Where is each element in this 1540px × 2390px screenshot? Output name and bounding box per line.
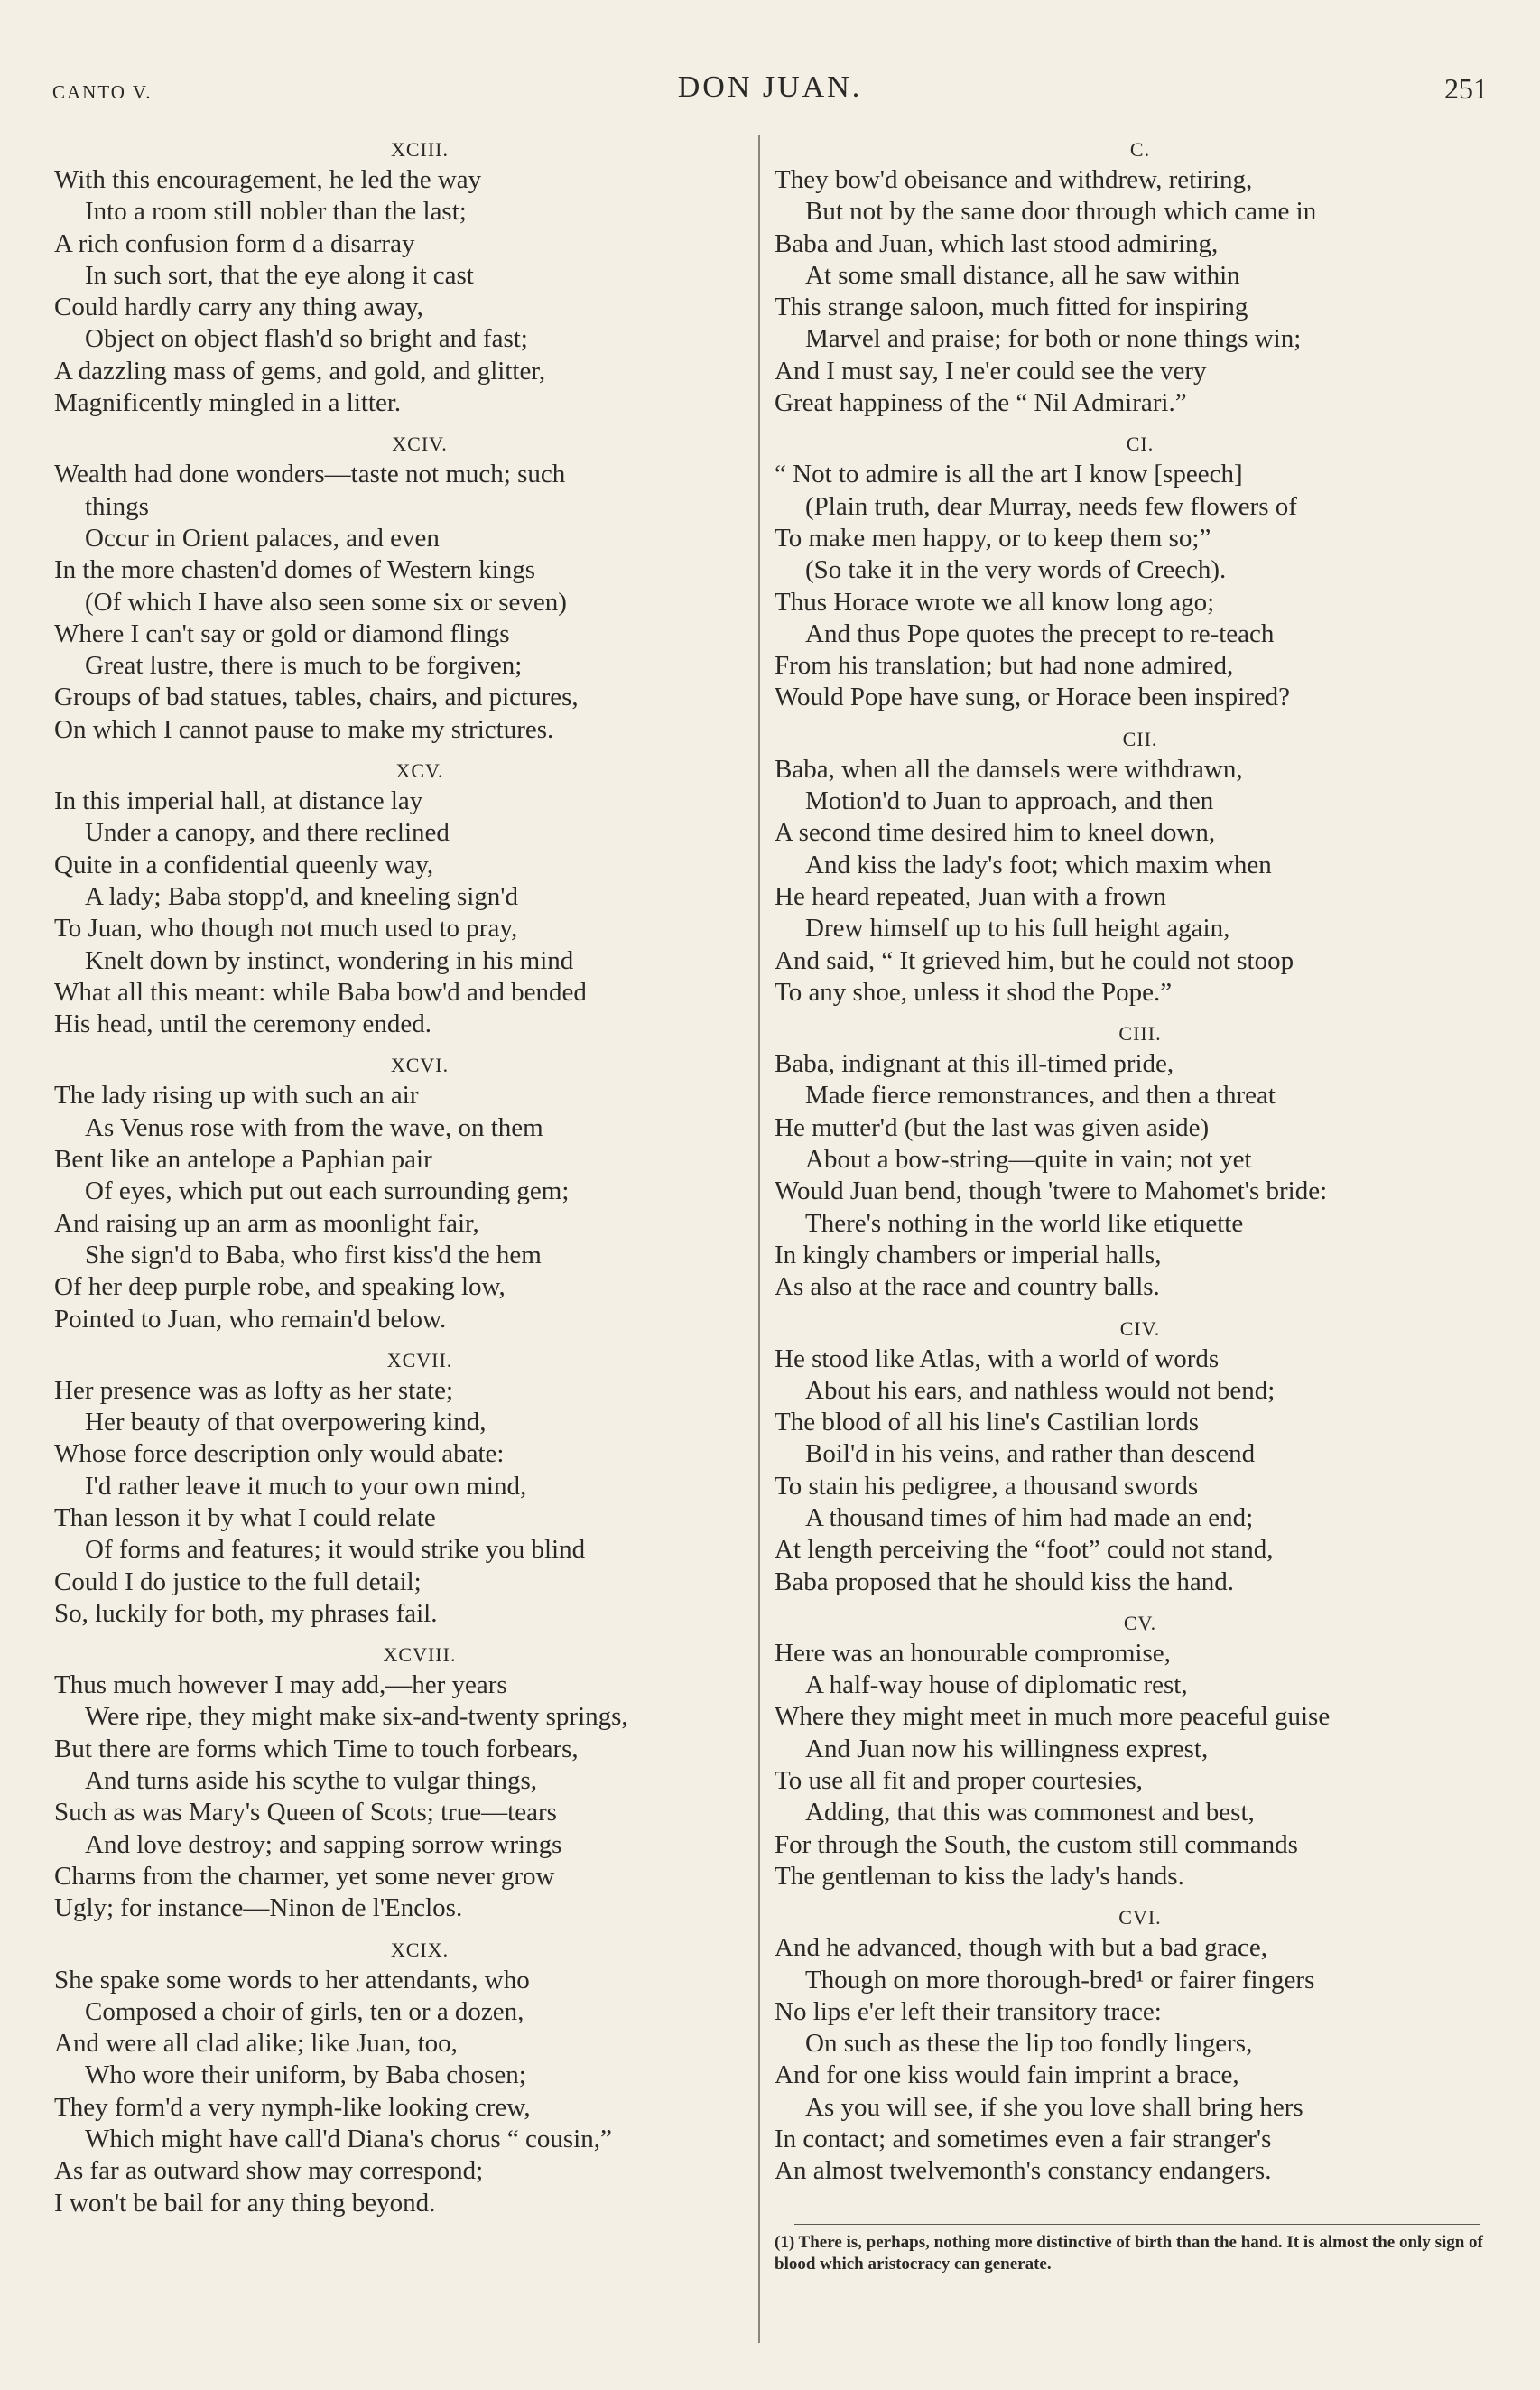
right-column <box>775 135 1479 2199</box>
verse-line: things <box>85 491 149 521</box>
verse-line: He heard repeated, Juan with a frown <box>775 881 1167 911</box>
verse-line: As far as outward show may correspond; <box>54 2156 484 2186</box>
verse-line: Under a canopy, and there reclined <box>85 818 450 848</box>
stanza-numeral: XCIX. <box>390 1938 450 1961</box>
verse-line: Baba, when all the damsels were withdrawn, <box>775 754 1243 784</box>
verse-line: Which might have call'd Diana's chorus “ cousin,” <box>85 2125 612 2154</box>
left-column <box>54 135 758 2230</box>
verse-line: Composed a choir of girls, ten or a dozen, <box>85 1996 524 2026</box>
stanza <box>54 1051 758 1334</box>
verse-line: No lips e'er left their transitory trace: <box>775 1996 1162 2026</box>
verse-line: Pointed to Juan, who remain'd below. <box>54 1304 447 1334</box>
verse-line: Ugly; for instance—Ninon de l'Enclos. <box>54 1893 463 1923</box>
footnote-rule <box>794 2224 1480 2225</box>
verse-line: In such sort, that the eye along it cast <box>85 260 474 290</box>
verse-line: Magnificently mingled in a litter. <box>54 388 402 418</box>
verse-line: Such as was Mary's Queen of Scots; true—tears <box>54 1798 557 1827</box>
stanza-numeral: XCVI. <box>390 1054 450 1077</box>
stanza <box>775 430 1479 713</box>
verse-line: An almost twelvemonth's constancy endangers. <box>775 2156 1272 2186</box>
verse-line: Would Pope have sung, or Horace been inspired? <box>775 683 1291 712</box>
stanza <box>54 135 758 419</box>
verse-line: Baba and Juan, which last stood admiring, <box>775 228 1219 258</box>
verse-line: Who wore their uniform, by Baba chosen; <box>85 2060 526 2090</box>
stanza-numeral: XCV. <box>395 759 444 783</box>
verse-line: He stood like Atlas, with a world of words <box>775 1344 1220 1373</box>
stanza <box>54 430 758 746</box>
stanza-numeral: XCVII. <box>386 1348 453 1372</box>
verse-line: The blood of all his line's Castilian lords <box>775 1408 1199 1437</box>
verse-line: And were all clad alike; like Juan, too, <box>54 2029 458 2059</box>
verse-line: Into a room still nobler than the last; <box>85 197 467 227</box>
verse-line: And love destroy; and sapping sorrow wrings <box>85 1829 562 1859</box>
verse-line: She sign'd to Baba, who first kiss'd the hem <box>85 1240 542 1269</box>
stanza <box>775 1609 1479 1892</box>
column-divider <box>758 135 760 2343</box>
verse-line: Wealth had done wonders—taste not much; such <box>54 460 566 489</box>
verse-line: In kingly chambers or imperial halls, <box>775 1240 1162 1269</box>
verse-line: (So take it in the very words of Creech). <box>805 555 1227 585</box>
verse-line: On which I cannot pause to make my strictures. <box>54 714 554 744</box>
stanza <box>775 1315 1479 1598</box>
stanza-numeral: XCVIII. <box>383 1643 457 1667</box>
verse-line: To any shoe, unless it shod the Pope.” <box>775 977 1173 1007</box>
stanza <box>775 1019 1479 1303</box>
verse-line: The gentleman to kiss the lady's hands. <box>775 1861 1184 1891</box>
verse-line: At length perceiving the “foot” could not stand, <box>775 1535 1274 1565</box>
verse-line: Whose force description only would abate: <box>54 1439 505 1469</box>
verse-line: A rich confusion form d a disarray <box>54 228 415 258</box>
verse-line: Though on more thorough-bred¹ or fairer fingers <box>805 1965 1315 1995</box>
verse-line: Drew himself up to his full height again, <box>805 914 1230 944</box>
verse-line: From his translation; but had none admired, <box>775 651 1234 681</box>
running-head-canto: CANTO V. <box>52 81 153 103</box>
verse-line: She spake some words to her attendants, who <box>54 1965 530 1995</box>
verse-line: Thus Horace wrote we all know long ago; <box>775 587 1215 617</box>
verse-line: (Of which I have also seen some six or seven) <box>85 587 567 617</box>
verse-line: They form'd a very nymph-like looking crew, <box>54 2092 531 2122</box>
verse-line: Marvel and praise; for both or none things win; <box>805 324 1302 354</box>
page-header <box>52 70 1488 125</box>
verse-line: But not by the same door through which came in <box>805 197 1317 227</box>
verse-line: Great lustre, there is much to be forgiven; <box>85 651 523 681</box>
verse-line: In contact; and sometimes even a fair stranger's <box>775 2125 1272 2154</box>
verse-line: This strange saloon, much fitted for inspiring <box>775 293 1248 322</box>
stanza-numeral: CIII. <box>1118 1022 1162 1046</box>
verse-line: And Juan now his willingness exprest, <box>805 1734 1209 1763</box>
verse-line: Motion'd to Juan to approach, and then <box>805 786 1214 816</box>
verse-line: Thus much however I may add,—her years <box>54 1670 507 1700</box>
verse-line: And thus Pope quotes the precept to re-teach <box>805 618 1275 648</box>
verse-line: Would Juan bend, though 'twere to Mahomet's bride: <box>775 1176 1328 1206</box>
verse-line: So, luckily for both, my phrases fail. <box>54 1598 438 1628</box>
verse-line: As you will see, if she you love shall bring hers <box>805 2092 1303 2122</box>
verse-line: To make men happy, or to keep them so;” <box>775 523 1211 553</box>
verse-line: For through the South, the custom still commands <box>775 1829 1298 1859</box>
verse-line: As also at the race and country balls. <box>775 1272 1160 1302</box>
verse-line: Where they might meet in much more peaceful guise <box>775 1702 1331 1732</box>
stanza <box>54 1346 758 1630</box>
verse-line: “ Not to admire is all the art I know [speech] <box>775 460 1243 489</box>
verse-line: Her beauty of that overpowering kind, <box>85 1408 487 1437</box>
stanza-numeral: CV. <box>1123 1611 1157 1634</box>
stanza-numeral: CIV. <box>1119 1316 1161 1340</box>
verse-line: There's nothing in the world like etiquette <box>805 1208 1244 1238</box>
verse-line: Adding, that this was commonest and best, <box>805 1798 1255 1827</box>
verse-line: A half-way house of diplomatic rest, <box>805 1670 1188 1700</box>
stanza-numeral: C. <box>1129 138 1151 161</box>
stanza <box>775 1903 1479 2187</box>
verse-line: Groups of bad statues, tables, chairs, and pictures, <box>54 683 579 712</box>
verse-line: I won't be bail for any thing beyond. <box>54 2188 436 2218</box>
verse-line: About his ears, and nathless would not bend; <box>805 1375 1276 1405</box>
stanza <box>775 725 1479 1009</box>
verse-line: Bent like an antelope a Paphian pair <box>54 1145 432 1175</box>
verse-line: Occur in Orient palaces, and even <box>85 523 440 553</box>
verse-line: And kiss the lady's foot; which maxim when <box>805 850 1272 879</box>
stanza-numeral: CI. <box>1126 432 1155 456</box>
verse-line: Baba, indignant at this ill-timed pride, <box>775 1049 1174 1079</box>
stanza <box>54 757 758 1040</box>
footnote: (1) There is, perhaps, nothing more distinctive of birth than the hand. It is almost the only sign of blood which aristocracy can generate. <box>775 2233 1483 2274</box>
verse-line: And I must say, I ne'er could see the very <box>775 356 1207 386</box>
verse-line: His head, until the ceremony ended. <box>54 1009 431 1039</box>
running-head-title: DON JUAN. <box>677 70 863 104</box>
verse-line: To Juan, who though not much used to pray, <box>54 914 518 944</box>
verse-line: To use all fit and proper courtesies, <box>775 1766 1143 1796</box>
stanza <box>54 1641 758 1924</box>
verse-line: Made fierce remonstrances, and then a threat <box>805 1081 1276 1111</box>
verse-line: Could hardly carry any thing away, <box>54 293 423 322</box>
verse-line: A second time desired him to kneel down, <box>775 818 1216 848</box>
stanza <box>54 1936 758 2219</box>
verse-line: Could I do justice to the full detail; <box>54 1567 422 1596</box>
verse-line: He mutter'd (but the last was given aside) <box>775 1112 1210 1142</box>
verse-line: As Venus rose with from the wave, on them <box>85 1112 543 1142</box>
verse-line: Where I can't say or gold or diamond flings <box>54 618 510 648</box>
verse-line: In this imperial hall, at distance lay <box>54 786 423 816</box>
verse-line: A lady; Baba stopp'd, and kneeling sign'd <box>85 881 519 911</box>
verse-line: And he advanced, though with but a bad grace, <box>775 1933 1267 1963</box>
verse-line: I'd rather leave it much to your own mind, <box>85 1471 527 1501</box>
verse-line: They bow'd obeisance and withdrew, retiring, <box>775 165 1253 194</box>
verse-line: A dazzling mass of gems, and gold, and glitter, <box>54 356 546 386</box>
stanza-numeral: XCIII. <box>390 138 450 161</box>
verse-line: At some small distance, all he saw within <box>805 260 1240 290</box>
verse-line: Her presence was as lofty as her state; <box>54 1375 454 1405</box>
stanza-numeral: XCIV. <box>392 432 448 456</box>
verse-line: In the more chasten'd domes of Western kings <box>54 555 536 585</box>
verse-line: The lady rising up with such an air <box>54 1081 419 1111</box>
verse-line: Than lesson it by what I could relate <box>54 1502 436 1532</box>
verse-line: Were ripe, they might make six-and-twenty springs, <box>85 1702 628 1732</box>
verse-line: What all this meant: while Baba bow'd and bended <box>54 977 587 1007</box>
verse-line: Of eyes, which put out each surrounding gem; <box>85 1176 570 1206</box>
verse-line: And turns aside his scythe to vulgar things, <box>85 1766 538 1796</box>
verse-line: Object on object flash'd so bright and fast; <box>85 324 528 354</box>
stanza <box>775 135 1479 419</box>
verse-line: But there are forms which Time to touch forbears, <box>54 1734 579 1763</box>
verse-line: And for one kiss would fain imprint a brace, <box>775 2060 1239 2090</box>
stanza-numeral: CVI. <box>1118 1906 1162 1930</box>
verse-line: About a bow-string—quite in vain; not yet <box>805 1145 1252 1175</box>
verse-line: Charms from the charmer, yet some never grow <box>54 1861 555 1891</box>
verse-line: Of forms and features; it would strike you blind <box>85 1535 586 1565</box>
verse-line: Quite in a confidential queenly way, <box>54 850 434 879</box>
verse-line: With this encouragement, he led the way <box>54 165 482 194</box>
verse-line: Here was an honourable compromise, <box>775 1638 1171 1668</box>
verse-line: Of her deep purple robe, and speaking low, <box>54 1272 506 1302</box>
verse-line: A thousand times of him had made an end; <box>805 1502 1254 1532</box>
verse-line: To stain his pedigree, a thousand swords <box>775 1471 1199 1501</box>
stanza-numeral: CII. <box>1122 727 1158 750</box>
verse-line: Great happiness of the “ Nil Admirari.” <box>775 388 1187 418</box>
verse-line: Knelt down by instinct, wondering in his mind <box>85 945 574 975</box>
verse-line: (Plain truth, dear Murray, needs few flowers of <box>805 491 1297 521</box>
verse-line: Baba proposed that he should kiss the hand. <box>775 1567 1235 1596</box>
verse-line: On such as these the lip too fondly lingers, <box>805 2029 1253 2059</box>
verse-line: And said, “ It grieved him, but he could not stoop <box>775 945 1294 975</box>
verse-line: Boil'd in his veins, and rather than descend <box>805 1439 1256 1469</box>
page-number: 251 <box>1444 72 1488 105</box>
verse-line: And raising up an arm as moonlight fair, <box>54 1208 479 1238</box>
